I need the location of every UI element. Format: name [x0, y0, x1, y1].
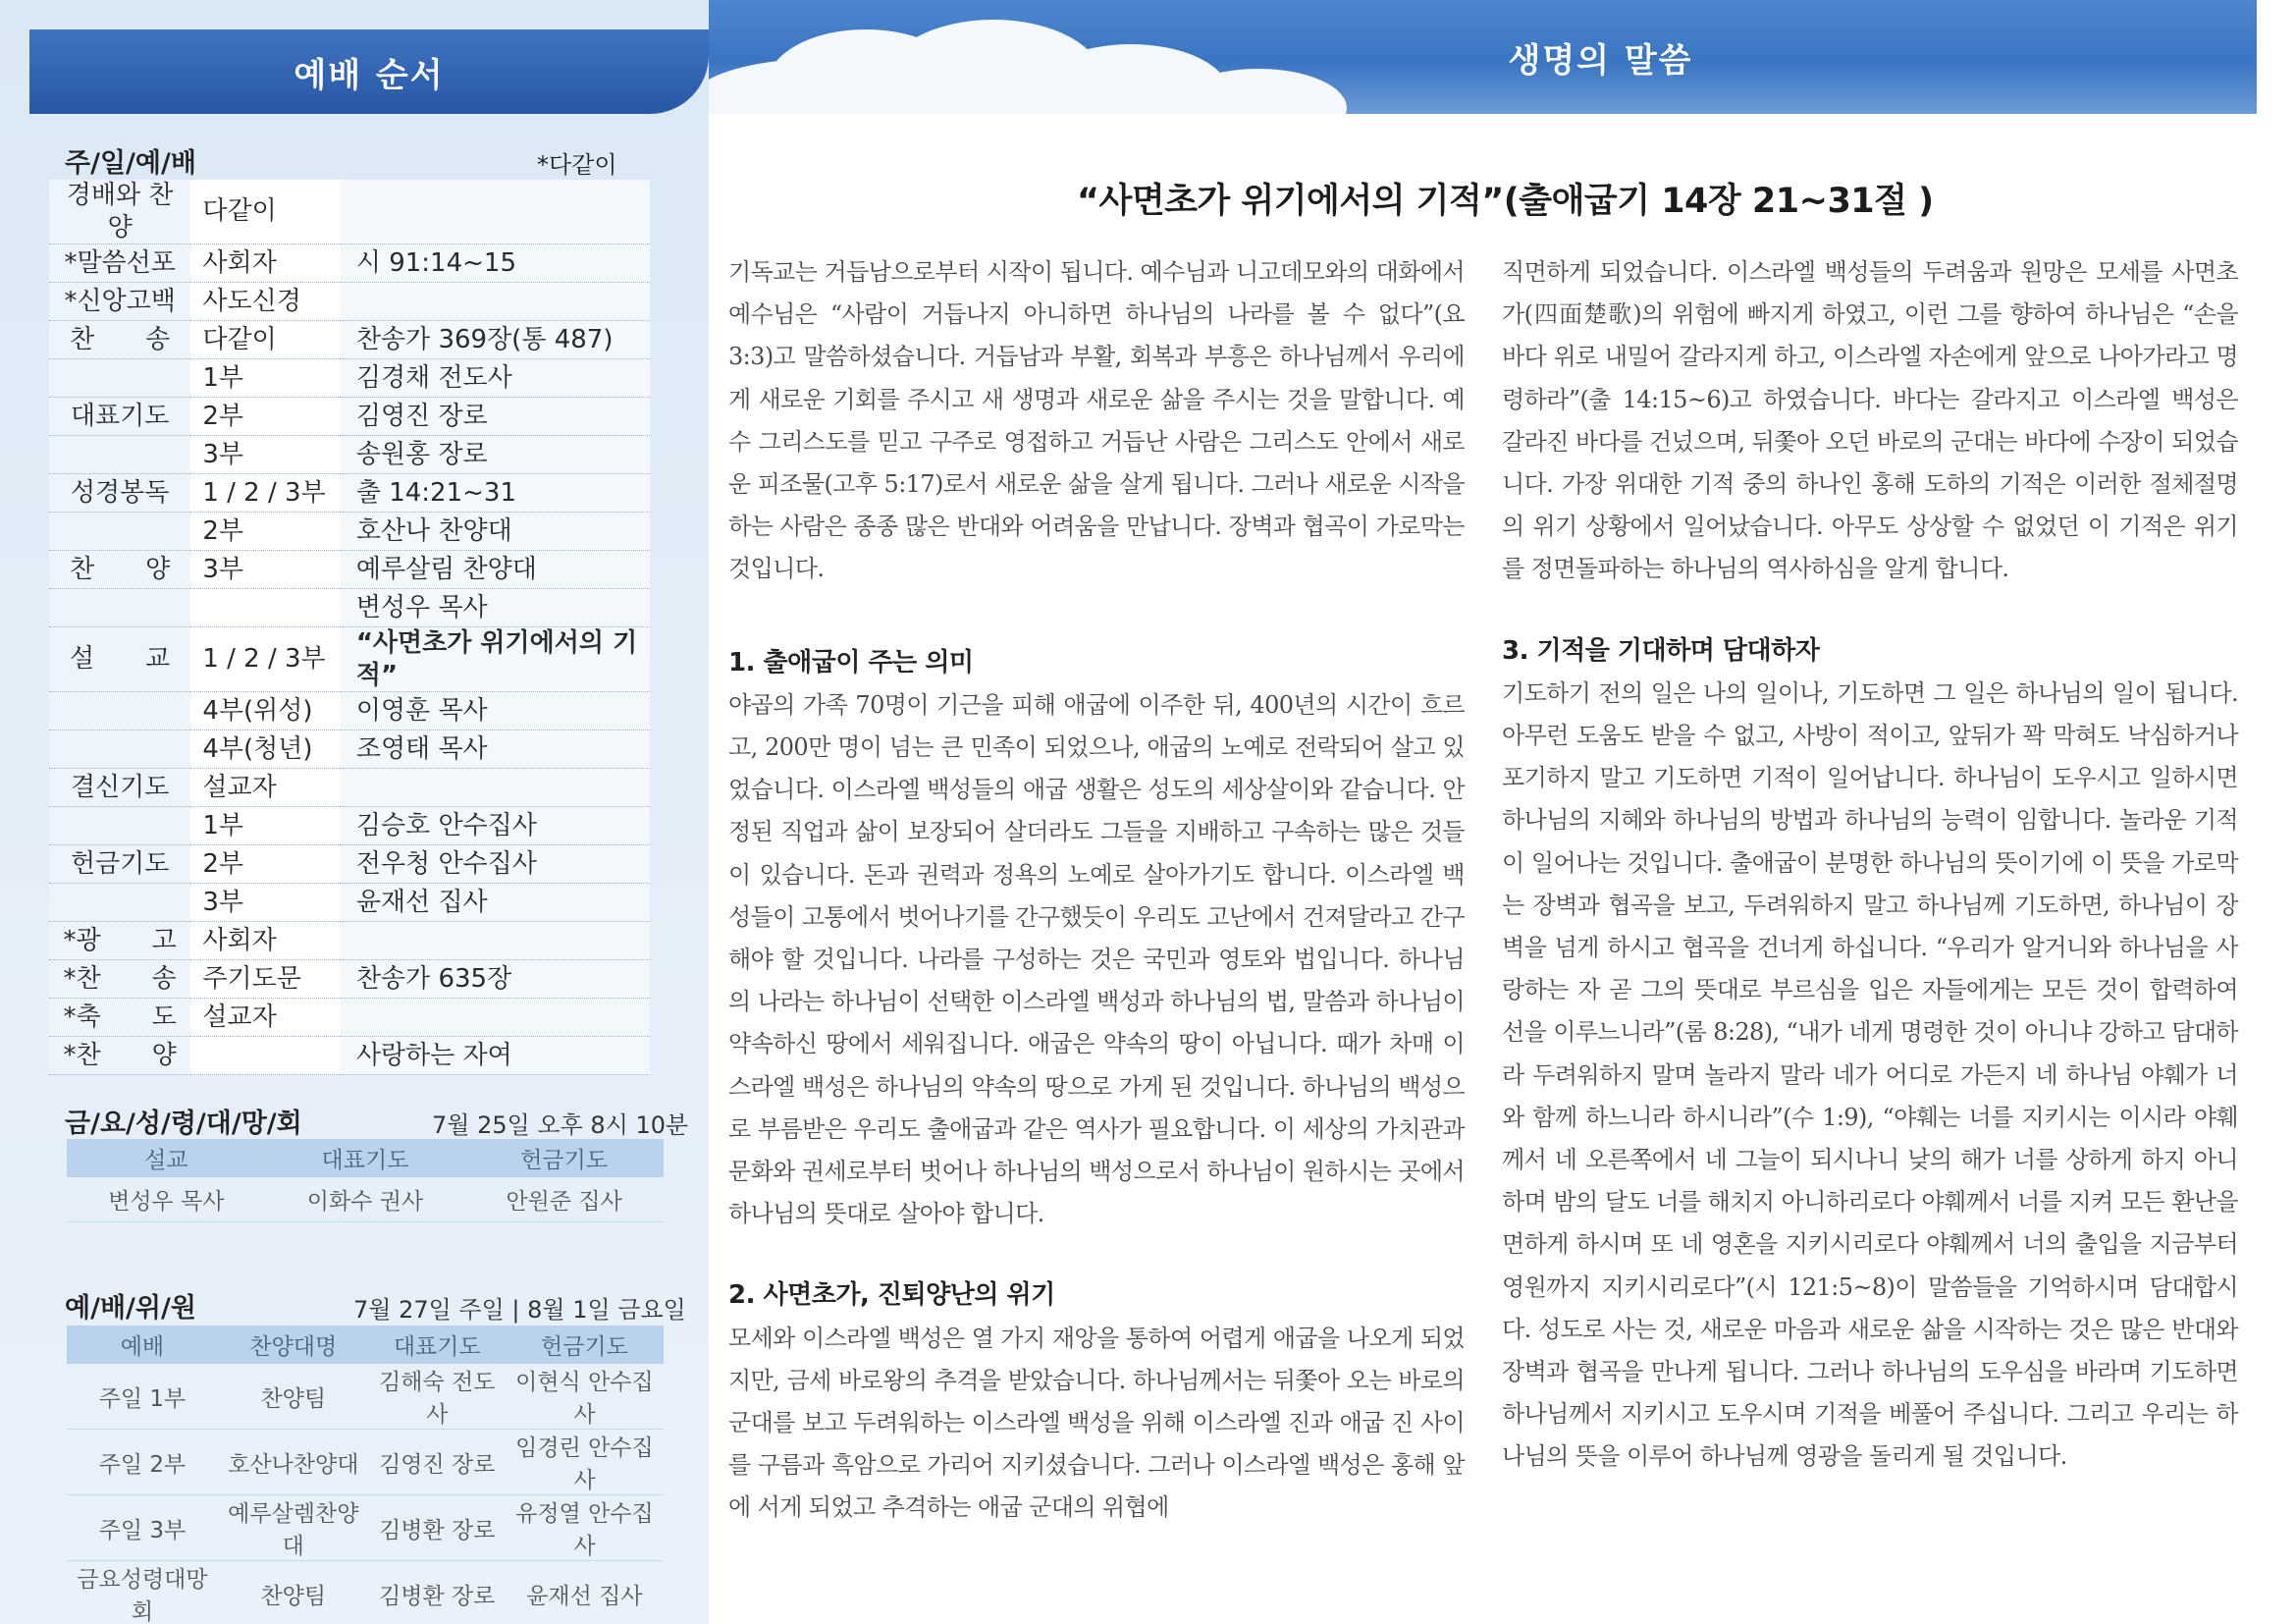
- column-header: 설교: [67, 1139, 266, 1177]
- order-leader: 3부: [190, 436, 340, 474]
- order-leader: 주기도문: [190, 960, 340, 999]
- table-header-row: [67, 1326, 664, 1364]
- sermon-intro: 기독교는 거듭남으로부터 시작이 됩니다. 예수님과 니고데모와의 대화에서 예수님은 “사람이 거듭나지 아니하면 하나님의 나라를 볼 수 없다”(요 3:3)고 말씀하셨습니다. 거듭남과 부활, 회복과 부흥은 하나님께서 우리에게 새로운 기회를 주시고 새 생명과 새로운 삶을 주시는 것을 말합니다. 예수 그리스도를 믿고 구주로 영접하고 거듭난 사람은 그리스도 안에서 새로운 피조물(고후 5:17)로서 새로운 삶을 살게 됩니다. 그러나 새로운 시작을 하는 사람은 종종 많은 반대와 어려움을 만납니다. 장벽과 협곡이 가로막는 것입니다.: [728, 258, 1465, 583]
- order-detail: 호산나 찬양대: [341, 513, 650, 551]
- section-body-continued: 직면하게 되었습니다. 이스라엘 백성들의 두려움과 원망은 모세를 사면초가(四面楚歌)의 위험에 빠지게 하였고, 이런 그를 향하여 하나님은 “손을 바다 위로 내밀어 갈라지게 하고, 이스라엘 자손에게 앞으로 나아가라고 명령하라”(출 14:15~6)고 하였습니다. 바다는 갈라지고 이스라엘 백성은 갈라진 바다를 건넜으며, 뒤쫓아 오던 바로의 군대는 바다에 수장이 되었습니다. 가장 위대한 기적 중의 하나인 홍해 도하의 기적은 이러한 절체절명의 위기 상황에서 일어났습니다. 아무도 상상할 수 없었던 이 기적은 위기를 정면돌파하는 하나님의 역사하심을 알게 합니다.: [1502, 258, 2238, 583]
- table-cell: 금요성령대망회: [67, 1561, 218, 1624]
- table-row: [49, 513, 650, 551]
- order-leader: 1 / 2 / 3부: [190, 627, 340, 692]
- table-cell: 이현식 안수집사: [506, 1364, 664, 1430]
- all-together-note: *다같이: [537, 151, 617, 179]
- table-cell: 유정열 안수집사: [506, 1495, 664, 1561]
- spacer: [1502, 591, 2238, 630]
- order-leader: 4부(위성): [190, 692, 340, 731]
- table-row: [49, 960, 650, 999]
- order-detail: 변성우 목사: [341, 589, 650, 627]
- table-row: [49, 551, 650, 589]
- order-detail: 시 91:14~15: [341, 244, 650, 283]
- order-item: *찬 송: [49, 960, 190, 999]
- order-item: 결신기도: [49, 769, 190, 807]
- table-row: [49, 1037, 650, 1075]
- page-margin: [2257, 0, 2296, 1624]
- order-item: [49, 436, 190, 474]
- section-body: 기도하기 전의 일은 나의 일이나, 기도하면 그 일은 하나님의 일이 됩니다. 아무런 도움도 받을 수 없고, 사방이 적이고, 앞뒤가 꽉 막혀도 낙심하거나 포기하지 말고 기도하면 기적이 일어납니다. 하나님이 도우시고 일하시면 하나님의 지혜와 하나님의 방법과 하나님의 능력이 임합니다. 놀라운 기적이 일어나는 것입니다. 출애굽이 분명한 하나님의 뜻이기에 이 뜻을 가로막는 장벽과 협곡을 보고, 두려워하지 말고 하나님께 기도하면, 하나님이 장벽을 넘게 하시고 협곡을 건너게 하십니다. “우리가 알거니와 하나님을 사랑하는 자 곧 그의 뜻대로 부르심을 입은 자들에게는 모든 것이 합력하여 선을 이루느니라”(롬 8:28), “내가 네게 명령한 것이 아니냐 강하고 담대하라 두려워하지 말며 놀라지 말라 네가 어디로 가든지 네 하나님 야훼가 너와 함께 하느니라 하시니라”(수 1:9), “야훼는 너를 지키시는 이시라 야훼께서 네 오른쪽에서 네 그늘이 되시나니 낮의 해가 너를 상하게 하지 아니하며 밤의 달도 너를 해치지 아니하리로다 야훼께서 너를 지켜 모든 환난을 면하게 하시며 또 네 영혼을 지키시리로다 야훼께서 너의 출입을 지금부터 영원까지 지키시리로다”(시 121:5~8)이 말씀들을 기억하시며 담대합시다. 성도로 사는 것, 새로운 마음과 새로운 삶을 시작하는 것은 많은 반대와 장벽과 협곡을 만나게 됩니다. 그러나 하나님의 도우심을 바라며 기도하면 하나님께서 지키시고 도우시며 기적을 베풀어 주십니다. 그리고 우리는 하나님의 뜻을 이루어 하나님께 영광을 돌리게 될 것입니다.: [1502, 678, 2238, 1471]
- worship-committee-table: [67, 1326, 664, 1624]
- order-detail: 예루살림 찬양대: [341, 551, 650, 589]
- sermon-column-right: [1502, 251, 2238, 1479]
- table-row: [67, 1561, 664, 1624]
- column-header: 대표기도: [266, 1139, 465, 1177]
- order-item: [49, 731, 190, 769]
- worship-order-header: [29, 29, 709, 114]
- order-detail: 전우청 안수집사: [341, 845, 650, 884]
- table-row: [49, 283, 650, 321]
- order-leader: 1부: [190, 807, 340, 845]
- order-item: *말씀선포: [49, 244, 190, 283]
- order-leader: 다같이: [190, 321, 340, 359]
- table-header-row: [67, 1139, 664, 1177]
- sunday-worship-title: 주/일/예/배: [65, 148, 196, 179]
- table-row: [49, 244, 650, 283]
- worship-committee-date: 7월 27일 주일 | 8월 1일 금요일: [353, 1296, 686, 1324]
- order-detail: [341, 922, 650, 960]
- table-row: [49, 692, 650, 731]
- order-leader: [190, 589, 340, 627]
- friday-meeting-date: 7월 25일 오후 8시 10분: [432, 1111, 689, 1139]
- section-heading: 3. 기적을 기대하며 담대하자: [1502, 635, 1820, 666]
- order-item: 설 교: [49, 627, 190, 692]
- table-row: [49, 922, 650, 960]
- order-item: 찬 송: [49, 321, 190, 359]
- table-cell: 김병환 장로: [369, 1495, 506, 1561]
- table-row: [67, 1177, 664, 1221]
- column-header: 찬양대명: [218, 1326, 369, 1364]
- table-row: [49, 436, 650, 474]
- table-cell: 김영진 장로: [369, 1430, 506, 1495]
- order-detail: 윤재선 집사: [341, 884, 650, 922]
- order-leader: 4부(청년): [190, 731, 340, 769]
- table-cell: 김해숙 전도사: [369, 1364, 506, 1430]
- table-cell: 주일 1부: [67, 1364, 218, 1430]
- order-detail: 김경채 전도사: [341, 359, 650, 398]
- sermon-title: “사면초가 위기에서의 기적”(출애굽기 14장 21~31절 ): [1077, 182, 1934, 221]
- column-header: 헌금기도: [464, 1139, 664, 1177]
- word-of-life-header: [709, 0, 2257, 114]
- table-row: [49, 627, 650, 692]
- table-row: [49, 474, 650, 513]
- worship-order-header-title: 예배 순서: [294, 55, 445, 95]
- word-of-life-title: 생명의 말씀: [1508, 40, 1693, 81]
- worship-committee-title: 예/배/위/원: [65, 1293, 196, 1324]
- section-heading: 1. 출애굽이 주는 의미: [728, 647, 974, 677]
- order-detail: [341, 769, 650, 807]
- section-body: 모세와 이스라엘 백성은 열 가지 재앙을 통하여 어렵게 애굽을 나오게 되었지만, 금세 바로왕의 추격을 받았습니다. 하나님께서는 뒤쫓아 오는 바로의 군대를 보고 두려워하는 이스라엘 백성을 위해 이스라엘 진과 애굽 진 사이를 구름과 흑암으로 가리어 지키셨습니다. 그러나 이스라엘 백성은 홍해 앞에 서게 되었고 추격하는 애굽 군대의 위협에: [728, 1324, 1465, 1522]
- friday-meeting-table: [67, 1139, 664, 1222]
- sermon-title-cell: “사면초가 위기에서의 기적”: [341, 627, 650, 692]
- column-header: 헌금기도: [506, 1326, 664, 1364]
- table-row: [49, 845, 650, 884]
- friday-meeting-title: 금/요/성/령/대/망/회: [65, 1109, 302, 1139]
- table-cell: 주일 2부: [67, 1430, 218, 1495]
- order-item: 찬 양: [49, 551, 190, 589]
- order-leader: 2부: [190, 845, 340, 884]
- order-detail: 김승호 안수집사: [341, 807, 650, 845]
- order-item: [49, 513, 190, 551]
- order-item: *축 도: [49, 999, 190, 1037]
- table-cell: 안원준 집사: [464, 1177, 664, 1221]
- table-row: [49, 180, 650, 244]
- order-leader: [190, 1037, 340, 1075]
- order-leader: 사도신경: [190, 283, 340, 321]
- order-leader: 1부: [190, 359, 340, 398]
- order-item: 경배와 찬양: [49, 180, 190, 244]
- order-leader: 3부: [190, 551, 340, 589]
- table-cell: 찬양팀: [218, 1364, 369, 1430]
- order-item: *신앙고백: [49, 283, 190, 321]
- order-item: 대표기도: [49, 398, 190, 436]
- order-item: [49, 884, 190, 922]
- order-detail: 찬송가 635장: [341, 960, 650, 999]
- table-cell: 임경린 안수집사: [506, 1430, 664, 1495]
- sermon-column-left: [728, 251, 1465, 1530]
- table-cell: 예루살렘찬양대: [218, 1495, 369, 1561]
- section-heading: 2. 사면초가, 진퇴양난의 위기: [728, 1280, 1055, 1311]
- table-row: [49, 321, 650, 359]
- table-row: [67, 1364, 664, 1430]
- order-leader: 다같이: [190, 180, 340, 244]
- order-leader: 사회자: [190, 922, 340, 960]
- table-cell: 김병환 장로: [369, 1561, 506, 1624]
- order-detail: 조영태 목사: [341, 731, 650, 769]
- order-leader: 설교자: [190, 999, 340, 1037]
- order-leader: 2부: [190, 513, 340, 551]
- order-detail: 출 14:21~31: [341, 474, 650, 513]
- order-detail: [341, 999, 650, 1037]
- table-row: [49, 884, 650, 922]
- section-body: 야곱의 가족 70명이 기근을 피해 애굽에 이주한 뒤, 400년의 시간이 흐르고, 200만 명이 넘는 큰 민족이 되었으나, 애굽의 노예로 전락되어 살고 있었습니다. 이스라엘 백성들의 애굽 생활은 성도의 세상살이와 같습니다. 안정된 직업과 삶이 보장되어 살더라도 그들을 지배하고 구속하는 많은 것들이 있습니다. 돈과 권력과 정욕의 노예로 살아가기도 합니다. 이스라엘 백성들이 고통에서 벗어나기를 간구했듯이 우리도 고난에서 건져달라고 간구해야 할 것입니다. 나라를 구성하는 것은 국민과 영토와 법입니다. 하나님의 나라는 하나님이 선택한 이스라엘 백성과 하나님의 법, 말씀과 하나님이 약속하신 땅에서 세워집니다. 애굽은 약속의 땅이 아닙니다. 때가 차매 이스라엘 백성은 하나님의 약속의 땅으로 가게 된 것입니다. 하나님의 백성으로 부름받은 우리도 출애굽과 같은 역사가 필요합니다. 이 세상의 가치관과 문화와 권세로부터 벗어나 하나님의 백성으로서 하나님이 원하시는 곳에서 하나님의 뜻대로 살아야 합니다.: [728, 690, 1465, 1228]
- table-cell: 호산나찬양대: [218, 1430, 369, 1495]
- table-cell: 이화수 권사: [266, 1177, 465, 1221]
- order-item: [49, 807, 190, 845]
- table-row: [67, 1495, 664, 1561]
- table-row: [49, 359, 650, 398]
- spacer: [728, 591, 1465, 642]
- order-detail: 찬송가 369장(통 487): [341, 321, 650, 359]
- order-leader: 3부: [190, 884, 340, 922]
- table-cell: 변성우 목사: [67, 1177, 266, 1221]
- table-row: [49, 807, 650, 845]
- order-leader: 설교자: [190, 769, 340, 807]
- order-detail: 송원홍 장로: [341, 436, 650, 474]
- order-detail: [341, 180, 650, 244]
- table-cell: 주일 3부: [67, 1495, 218, 1561]
- order-item: [49, 589, 190, 627]
- order-item: *광 고: [49, 922, 190, 960]
- order-leader: 사회자: [190, 244, 340, 283]
- order-item: 헌금기도: [49, 845, 190, 884]
- order-detail: 김영진 장로: [341, 398, 650, 436]
- table-cell: 윤재선 집사: [506, 1561, 664, 1624]
- order-item: [49, 692, 190, 731]
- table-row: [49, 769, 650, 807]
- order-detail: 이영훈 목사: [341, 692, 650, 731]
- worship-order-table: [49, 180, 650, 1075]
- table-row: [49, 398, 650, 436]
- order-leader: 2부: [190, 398, 340, 436]
- table-row: [49, 731, 650, 769]
- column-header: 예배: [67, 1326, 218, 1364]
- table-row: [49, 999, 650, 1037]
- order-detail: [341, 283, 650, 321]
- table-row: [49, 589, 650, 627]
- column-header: 대표기도: [369, 1326, 506, 1364]
- order-item: 성경봉독: [49, 474, 190, 513]
- order-leader: 1 / 2 / 3부: [190, 474, 340, 513]
- table-row: [67, 1430, 664, 1495]
- spacer: [728, 1235, 1465, 1274]
- order-detail: 사랑하는 자여: [341, 1037, 650, 1075]
- order-item: [49, 359, 190, 398]
- order-item: *찬 양: [49, 1037, 190, 1075]
- table-cell: 찬양팀: [218, 1561, 369, 1624]
